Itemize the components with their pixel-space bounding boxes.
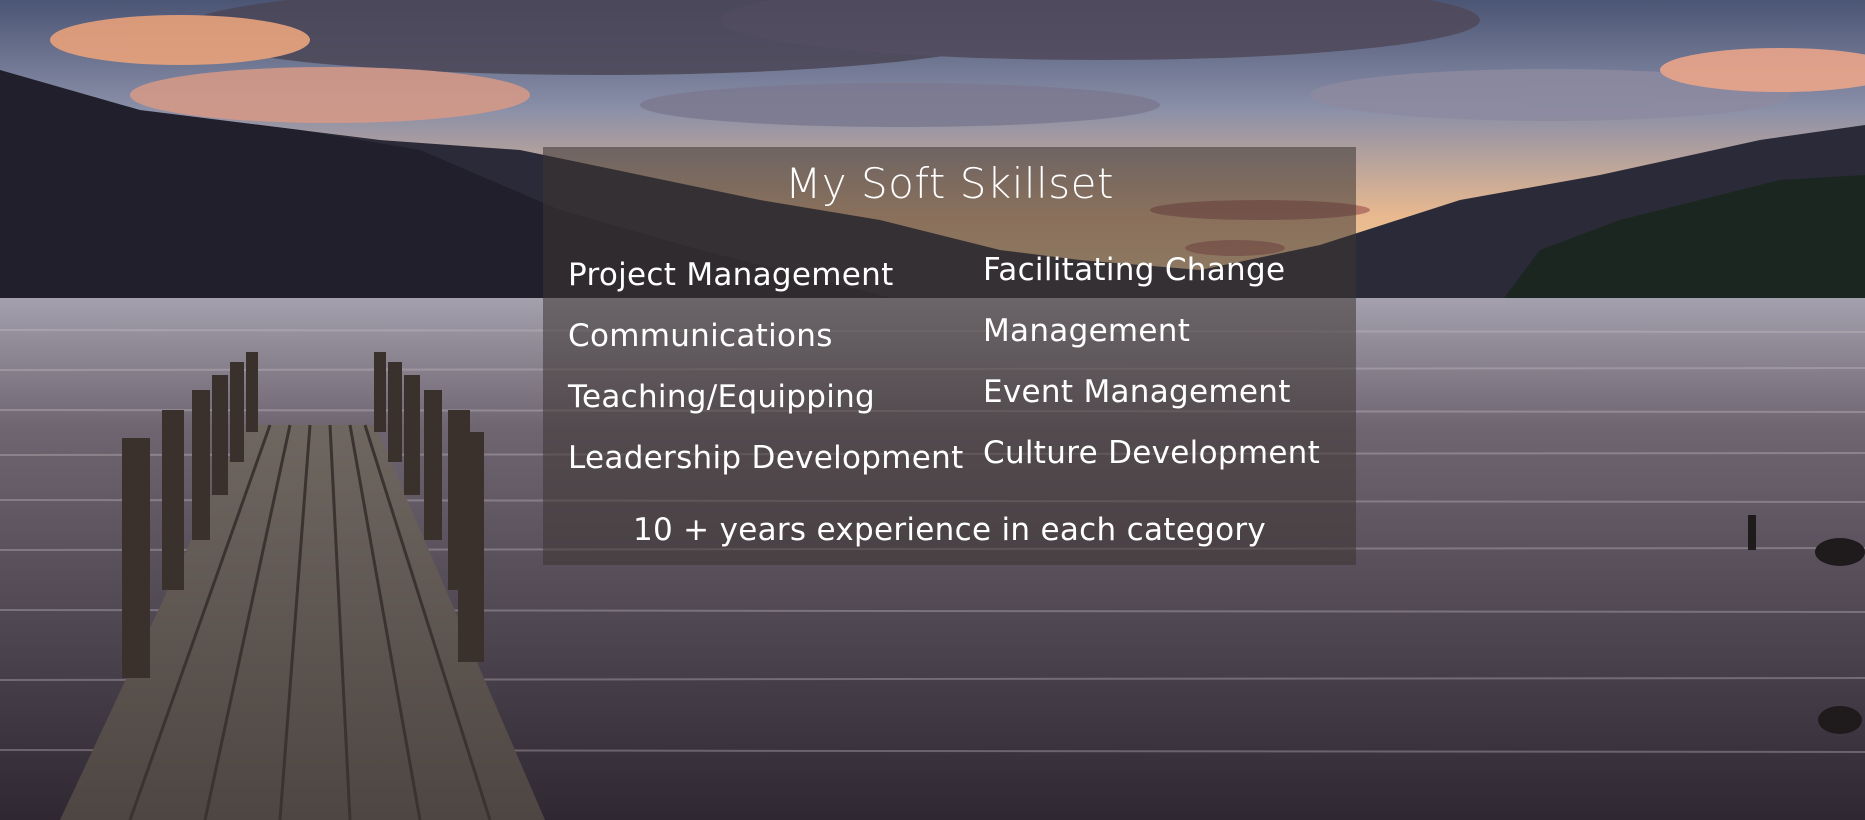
skills-column-right — [983, 240, 1320, 484]
list-item: Communications — [568, 318, 833, 354]
list-item: Project Management — [568, 257, 894, 293]
list-item: Leadership Development — [568, 440, 964, 476]
list-item: Event Management — [983, 374, 1291, 410]
list-item: Management — [983, 313, 1191, 349]
list-item: Culture Development — [983, 435, 1321, 471]
page-title: My Soft Skillset — [785, 159, 1114, 208]
experience-note: 10 + years experience in each category — [632, 512, 1267, 548]
list-item: Teaching/Equipping — [568, 379, 876, 415]
skills-column-left — [568, 245, 964, 489]
list-item: Facilitating Change — [983, 252, 1286, 288]
skills-panel — [543, 147, 1356, 565]
